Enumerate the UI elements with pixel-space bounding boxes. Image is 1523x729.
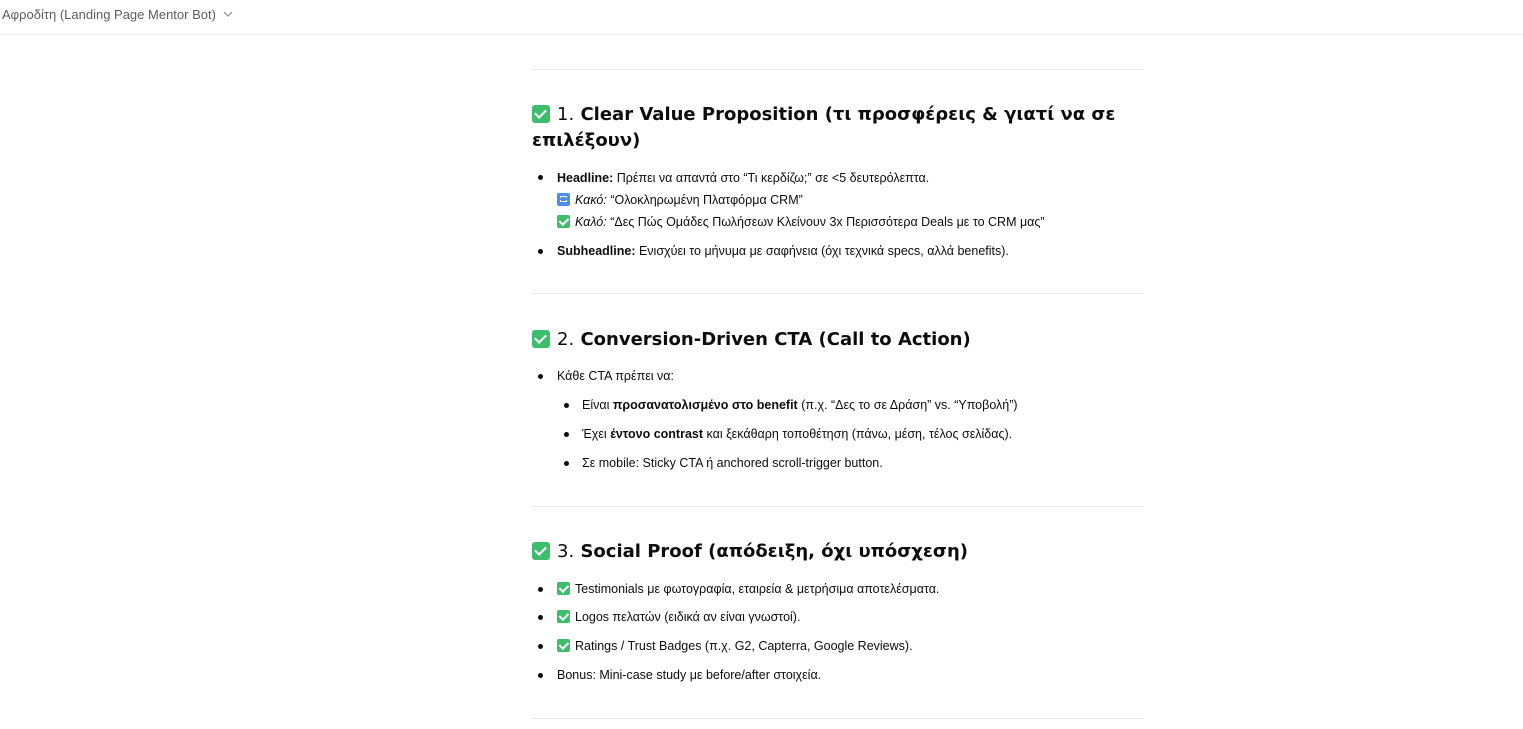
model-name: Αφροδίτη (Landing Page Mentor Bot) (2, 6, 216, 22)
list-item: Έχει έντονο contrast και ξεκάθαρη τοποθέτηση (πάνω, μέση, τέλος σελίδας). (582, 427, 1013, 441)
section-heading: 3. Social Proof (απόδειξη, όχι υπόσχεση) (532, 539, 1144, 565)
divider (532, 718, 1144, 719)
repeat-icon (557, 193, 570, 206)
section-heading: 1. Clear Value Proposition (τι προσφέρεις & γιατί να σε επιλέξουν) (532, 104, 1116, 151)
bullet (538, 374, 543, 379)
bullet (538, 249, 543, 254)
bullet (538, 615, 543, 620)
bullet (538, 673, 543, 678)
check-mark-icon (532, 542, 550, 560)
check-mark-icon (557, 610, 570, 623)
model-selector-button[interactable] (2, 5, 233, 23)
list-item: Subheadline: Ενισχύει το μήνυμα με σαφήνεια (όχι τεχνικά specs, αλλά benefits). (557, 244, 1009, 258)
list-item: Bonus: Mini-case study με before/after στοιχεία. (557, 668, 822, 682)
good-example: Καλό: “Δες Πώς Ομάδες Πωλήσεων Κλείνουν 3x Περισσότερα Deals με το CRM μας” (557, 213, 1045, 231)
section-heading: 2. Conversion-Driven CTA (Call to Action) (532, 327, 1144, 353)
divider (532, 293, 1144, 294)
bullet (538, 587, 543, 592)
check-mark-icon (557, 215, 570, 228)
check-mark-icon (532, 330, 550, 348)
list-item: Ratings / Trust Badges (π.χ. G2, Capterra, Google Reviews). (557, 637, 913, 655)
bullet (538, 175, 543, 180)
divider (532, 506, 1144, 507)
list-item: Είναι προσανατολισμένο στο benefit (π.χ. “Δες το σε Δράση” vs. “Υποβολή”) (582, 398, 1018, 412)
check-mark-icon (532, 105, 550, 123)
bad-example: Κακό: “Ολοκληρωμένη Πλατφόρμα CRM” (557, 191, 803, 209)
bullet (564, 432, 569, 437)
check-mark-icon (557, 582, 570, 595)
list-item: Testimonials με φωτογραφία, εταιρεία & μετρήσιμα αποτελέσματα. (557, 580, 939, 598)
list-item: Headline: Πρέπει να απαντά στο “Τι κερδίζω;” σε <5 δευτερόλεπτα. (557, 171, 930, 185)
list-item: Logos πελατών (ειδικά αν είναι γνωστοί). (557, 608, 800, 626)
check-mark-icon (557, 639, 570, 652)
bullet (564, 403, 569, 408)
divider (532, 69, 1144, 70)
list-item: Κάθε CTA πρέπει να: (557, 369, 674, 383)
top-bar (0, 0, 1523, 35)
bullet (564, 461, 569, 466)
list-item: Σε mobile: Sticky CTA ή anchored scroll-trigger button. (582, 456, 883, 470)
chevron-down-icon (223, 9, 233, 19)
bullet (538, 644, 543, 649)
